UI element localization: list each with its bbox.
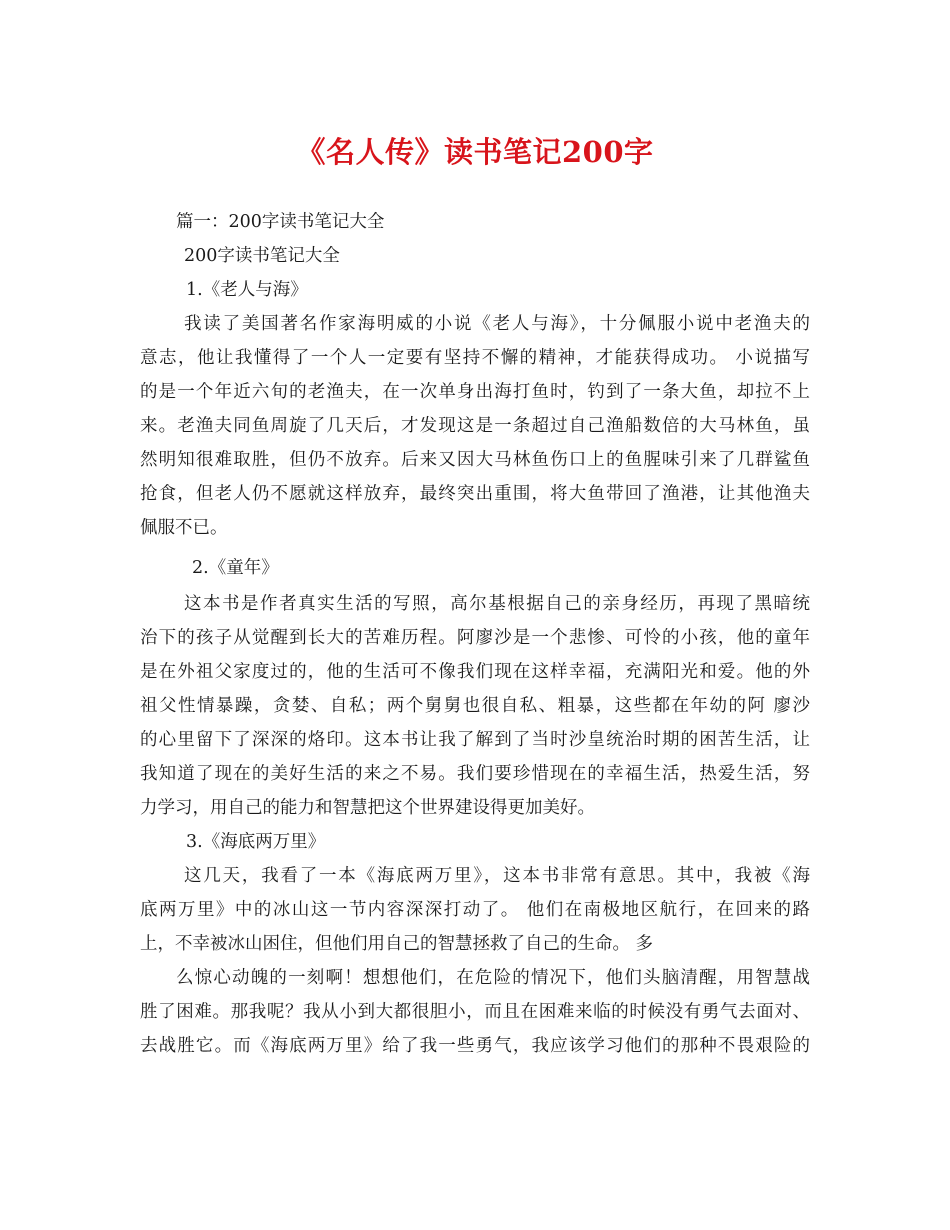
paragraph-line: 是在外祖父家度过的，他的生活可不像我们现在这样幸福，充满阳光和爱。他的外 — [140, 662, 810, 682]
paragraph-line: 这本书是作者真实生活的写照，高尔基根据自己的亲身经历，再现了黑暗统 — [184, 594, 810, 614]
paragraph-line: 这几天，我看了一本《海底两万里》，这本书非常有意思。其中，我被《海 — [184, 866, 810, 886]
paragraph-line: 意志，他让我懂得了一个人一定要有坚持不懈的精神，才能获得成功。 小说描写 — [140, 348, 810, 368]
paragraph-line: 祖父性情暴躁，贪婪、自私；两个舅舅也很自私、粗暴，这些都在年幼的阿 廖沙 — [140, 696, 810, 716]
paragraph-line: 胜了困难。那我呢？我从小到大都很胆小，而且在困难来临的时候没有勇气去面对、 — [140, 1002, 810, 1022]
paragraph-line: 上，不幸被冰山困住，但他们用自己的智慧拯救了自己的生命。 多 — [140, 934, 654, 954]
paragraph-line: 治下的孩子从觉醒到长大的苦难历程。阿廖沙是一个悲惨、可怜的小孩，他的童年 — [140, 628, 810, 648]
subheading: 200字读书笔记大全 — [184, 246, 340, 266]
paragraph-line: 佩服不已。 — [140, 518, 228, 538]
paragraph-line: 么惊心动魄的一刻啊！想想他们，在危险的情况下，他们头脑清醒，用智慧战 — [176, 968, 810, 988]
paragraph-line: 来。老渔夫同鱼周旋了几天后，才发现这是一条超过自己渔船数倍的大马林鱼，虽 — [140, 416, 810, 436]
paragraph-line: 抢食，但老人仍不愿就这样放弃，最终突出重围，将大鱼带回了渔港，让其他渔夫 — [140, 484, 810, 504]
book-heading-3: 3.《海底两万里》 — [186, 832, 326, 852]
paragraph-line: 然明知很难取胜，但仍不放弃。后来又因大马林鱼伤口上的鱼腥味引来了几群鲨鱼 — [140, 450, 810, 470]
paragraph-line: 我读了美国著名作家海明威的小说《老人与海》，十分佩服小说中老渔夫的 — [184, 314, 810, 334]
book-heading-1: 1.《老人与海》 — [186, 280, 308, 300]
book-heading-2: 2.《童年》 — [192, 558, 279, 578]
section-heading: 篇一：200字读书笔记大全 — [176, 212, 385, 232]
paragraph-line: 底两万里》中的冰山这一节内容深深打动了。 他们在南极地区航行，在回来的路 — [140, 900, 810, 920]
paragraph-line: 力学习，用自己的能力和智慧把这个世界建设得更加美好。 — [140, 798, 595, 818]
paragraph-line: 的是一个年近六旬的老渔夫，在一次单身出海打鱼时，钓到了一条大鱼，却拉不上 — [140, 382, 810, 402]
paragraph-line: 的心里留下了深深的烙印。这本书让我了解到了当时沙皇统治时期的困苦生活，让 — [140, 730, 810, 750]
paragraph-line: 去战胜它。而《海底两万里》给了我一些勇气，我应该学习他们的那种不畏艰险的 — [140, 1036, 810, 1056]
paragraph-line: 我知道了现在的美好生活的来之不易。我们要珍惜现在的幸福生活，热爱生活，努 — [140, 764, 810, 784]
document-title: 《名人传》读书笔记200字 — [296, 135, 654, 169]
